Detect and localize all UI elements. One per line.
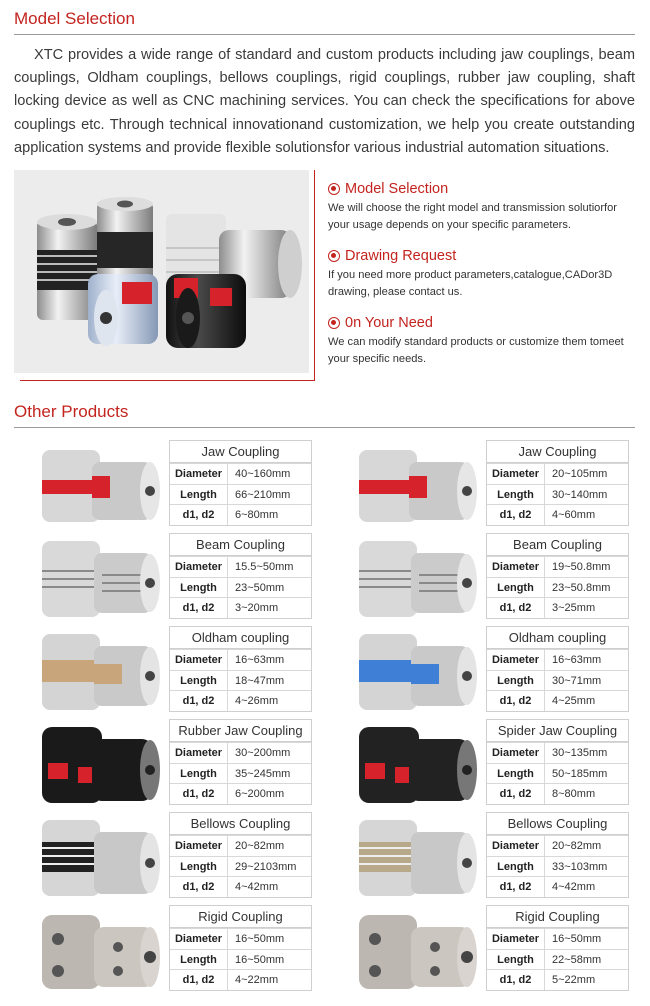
radio-bullet-icon <box>328 317 340 329</box>
spec-row-bore <box>170 969 311 990</box>
section-divider <box>14 34 635 35</box>
spec-label: d1, d2 <box>487 505 545 525</box>
spec-row-length <box>170 949 311 970</box>
bellows-coupling-icon <box>32 816 167 900</box>
product-name: Oldham coupling <box>170 627 311 649</box>
spec-label: d1, d2 <box>170 784 228 804</box>
product-name: Rigid Coupling <box>170 906 311 928</box>
product-name: Oldham coupling <box>487 627 628 649</box>
spec-label: d1, d2 <box>487 877 545 897</box>
spec-row-length <box>170 856 311 877</box>
spec-value: 50~185mm <box>552 767 608 780</box>
spec-value: 16~63mm <box>552 654 602 666</box>
spec-table <box>486 905 629 991</box>
spec-label: Length <box>487 764 545 784</box>
spec-label: Diameter <box>170 743 228 763</box>
spec-row-diameter <box>170 649 311 670</box>
feature-title: 0n Your Need <box>345 315 433 331</box>
spec-label: Length <box>170 950 228 970</box>
spec-label: Length <box>170 764 228 784</box>
spec-value: 4~60mm <box>552 509 596 521</box>
spec-value: 16~50mm <box>235 953 285 966</box>
spec-label: Diameter <box>170 557 228 577</box>
feature-text: We will choose the right model and transmission solutiorfor your usage depends on your specific parameters. <box>328 202 617 231</box>
product-name: Bellows Coupling <box>487 813 628 835</box>
spec-label: Diameter <box>170 929 228 949</box>
spec-row-length <box>487 856 628 877</box>
spec-value: 20~105mm <box>552 468 608 480</box>
spec-row-bore <box>487 969 628 990</box>
bellows-coupling-icon <box>349 816 484 900</box>
jaw-coupling-icon <box>349 444 484 528</box>
product-card[interactable] <box>331 626 641 716</box>
spec-label: d1, d2 <box>487 970 545 990</box>
spec-label: Diameter <box>487 743 545 763</box>
product-card[interactable] <box>14 533 324 623</box>
spec-label: d1, d2 <box>170 505 228 525</box>
spec-label: Length <box>170 857 228 877</box>
product-card[interactable] <box>331 440 641 530</box>
spec-row-bore <box>487 597 628 618</box>
jaw-coupling-icon <box>88 274 158 346</box>
spec-value: 30~140mm <box>552 488 608 501</box>
feature-model-selection <box>328 180 638 233</box>
spec-table <box>169 719 312 805</box>
spec-table <box>169 440 312 526</box>
spec-label: Diameter <box>170 464 228 484</box>
product-name: Beam Coupling <box>170 534 311 556</box>
spec-label: Length <box>487 485 545 505</box>
feature-drawing-request <box>328 247 638 300</box>
product-card[interactable] <box>14 905 324 995</box>
rigid-coupling-icon <box>349 909 484 993</box>
spec-label: Length <box>170 578 228 598</box>
product-name: Jaw Coupling <box>487 441 628 463</box>
oldham-coupling-icon <box>349 630 484 714</box>
beam-coupling-icon <box>32 537 167 621</box>
spec-row-length <box>170 484 311 505</box>
product-card[interactable] <box>14 440 324 530</box>
spec-value: 15.5~50mm <box>235 561 294 573</box>
spec-row-diameter <box>170 463 311 484</box>
spec-row-diameter <box>487 556 628 577</box>
spec-value: 30~135mm <box>552 747 608 759</box>
spec-label: Diameter <box>487 464 545 484</box>
spec-value: 8~80mm <box>552 788 596 800</box>
spec-row-diameter <box>170 928 311 949</box>
spec-value: 29~2103mm <box>235 860 297 873</box>
spec-value: 4~42mm <box>235 881 279 893</box>
spec-label: Length <box>487 578 545 598</box>
feature-on-your-need <box>328 314 638 367</box>
spec-label: Diameter <box>170 650 228 670</box>
spec-value: 5~22mm <box>552 974 596 986</box>
spec-row-bore <box>487 783 628 804</box>
spec-row-diameter <box>170 835 311 856</box>
spec-value: 6~200mm <box>235 788 285 800</box>
spec-row-bore <box>170 876 311 897</box>
spec-row-bore <box>170 690 311 711</box>
spec-label: Diameter <box>487 650 545 670</box>
product-card[interactable] <box>14 719 324 809</box>
hero-image <box>14 170 315 381</box>
product-name: Rubber Jaw Coupling <box>170 720 311 742</box>
radio-bullet-icon <box>328 250 340 262</box>
spec-row-bore <box>170 504 311 525</box>
product-card[interactable] <box>331 812 641 902</box>
feature-text: We can modify standard products or customize them tomeet your specific needs. <box>328 336 624 365</box>
spec-row-diameter <box>487 463 628 484</box>
spec-table <box>169 905 312 991</box>
spec-value: 3~20mm <box>235 602 279 614</box>
spec-row-length <box>487 577 628 598</box>
spec-table <box>486 440 629 526</box>
spec-label: Diameter <box>487 557 545 577</box>
product-card[interactable] <box>331 533 641 623</box>
spec-label: Length <box>487 950 545 970</box>
product-name: Rigid Coupling <box>487 906 628 928</box>
spec-label: Length <box>487 671 545 691</box>
spec-table <box>169 626 312 712</box>
spec-value: 35~245mm <box>235 767 291 780</box>
rubber-jaw-coupling-icon <box>349 723 484 807</box>
spec-row-length <box>170 670 311 691</box>
product-name: Bellows Coupling <box>170 813 311 835</box>
spec-label: Diameter <box>487 836 545 856</box>
rubber-jaw-coupling-icon <box>166 274 246 348</box>
spec-value: 40~160mm <box>235 468 291 480</box>
spec-value: 33~103mm <box>552 860 608 873</box>
spec-value: 23~50.8mm <box>552 581 611 594</box>
spec-value: 4~42mm <box>552 881 596 893</box>
other-products-title: Other Products <box>14 402 129 421</box>
features-list <box>328 180 638 381</box>
radio-bullet-icon <box>328 183 340 195</box>
spec-table <box>486 719 629 805</box>
spec-table <box>486 533 629 619</box>
spec-value: 18~47mm <box>235 674 285 687</box>
product-card[interactable] <box>14 812 324 902</box>
spec-table <box>169 812 312 898</box>
spec-row-length <box>170 763 311 784</box>
product-name: Jaw Coupling <box>170 441 311 463</box>
spec-label: Length <box>170 671 228 691</box>
spec-label: d1, d2 <box>170 970 228 990</box>
spec-row-bore <box>170 783 311 804</box>
spec-row-diameter <box>170 556 311 577</box>
spec-table <box>486 812 629 898</box>
spec-row-diameter <box>487 742 628 763</box>
spec-value: 20~82mm <box>552 840 602 852</box>
spec-value: 16~63mm <box>235 654 285 666</box>
beam-coupling-icon <box>349 537 484 621</box>
spec-value: 4~22mm <box>235 974 279 986</box>
spec-row-bore <box>487 504 628 525</box>
spec-value: 16~50mm <box>552 933 602 945</box>
spec-row-bore <box>487 876 628 897</box>
product-card[interactable] <box>14 626 324 716</box>
product-name: Spider Jaw Coupling <box>487 720 628 742</box>
spec-label: d1, d2 <box>487 598 545 618</box>
spec-value: 6~80mm <box>235 509 279 521</box>
spec-value: 30~71mm <box>552 674 602 687</box>
spec-row-length <box>170 577 311 598</box>
spec-row-length <box>487 949 628 970</box>
feature-title: Drawing Request <box>345 248 457 264</box>
spec-row-length <box>487 670 628 691</box>
section-divider <box>14 427 635 428</box>
spec-label: d1, d2 <box>487 691 545 711</box>
intro-paragraph: XTC provides a wide range of standard and custom products including jaw couplings, beam couplings, Oldham couplings, bellows couplings, rigid couplings, rubber jaw coupling, shaft locking device as well as CNC machining services. You can check the specifications for above couplings etc. Through technical innovationand customization, we help you create outstanding application systems and provide flexible solutionsfor various industrial automation situations. <box>14 47 635 156</box>
rigid-coupling-icon <box>32 909 167 993</box>
spec-label: Length <box>170 485 228 505</box>
rubber-jaw-coupling-icon <box>32 723 167 807</box>
spec-value: 30~200mm <box>235 747 291 759</box>
spec-row-bore <box>487 690 628 711</box>
spec-value: 3~25mm <box>552 602 596 614</box>
spec-row-diameter <box>170 742 311 763</box>
spec-label: d1, d2 <box>170 877 228 897</box>
spec-value: 16~50mm <box>235 933 285 945</box>
spec-row-diameter <box>487 649 628 670</box>
spec-row-diameter <box>487 928 628 949</box>
feature-title: Model Selection <box>345 181 449 197</box>
spec-table <box>486 626 629 712</box>
spec-row-length <box>487 763 628 784</box>
spec-row-length <box>487 484 628 505</box>
spec-value: 66~210mm <box>235 488 291 501</box>
spec-value: 4~25mm <box>552 695 596 707</box>
product-name: Beam Coupling <box>487 534 628 556</box>
spec-table <box>169 533 312 619</box>
spec-value: 20~82mm <box>235 840 285 852</box>
spec-value: 4~26mm <box>235 695 279 707</box>
spec-label: Diameter <box>170 836 228 856</box>
spec-label: Diameter <box>487 929 545 949</box>
spec-value: 19~50.8mm <box>552 561 611 573</box>
spec-label: d1, d2 <box>170 598 228 618</box>
spec-value: 22~58mm <box>552 953 602 966</box>
model-selection-title: Model Selection <box>14 9 135 28</box>
oldham-coupling-icon <box>32 630 167 714</box>
spec-label: Length <box>487 857 545 877</box>
spec-label: d1, d2 <box>487 784 545 804</box>
feature-text: If you need more product parameters,catalogue,CADor3D drawing, please contact us. <box>328 269 613 298</box>
product-card[interactable] <box>331 905 641 995</box>
product-card[interactable] <box>331 719 641 809</box>
spec-label: d1, d2 <box>170 691 228 711</box>
spec-row-bore <box>170 597 311 618</box>
jaw-coupling-icon <box>32 444 167 528</box>
spec-row-diameter <box>487 835 628 856</box>
spec-value: 23~50mm <box>235 581 285 594</box>
